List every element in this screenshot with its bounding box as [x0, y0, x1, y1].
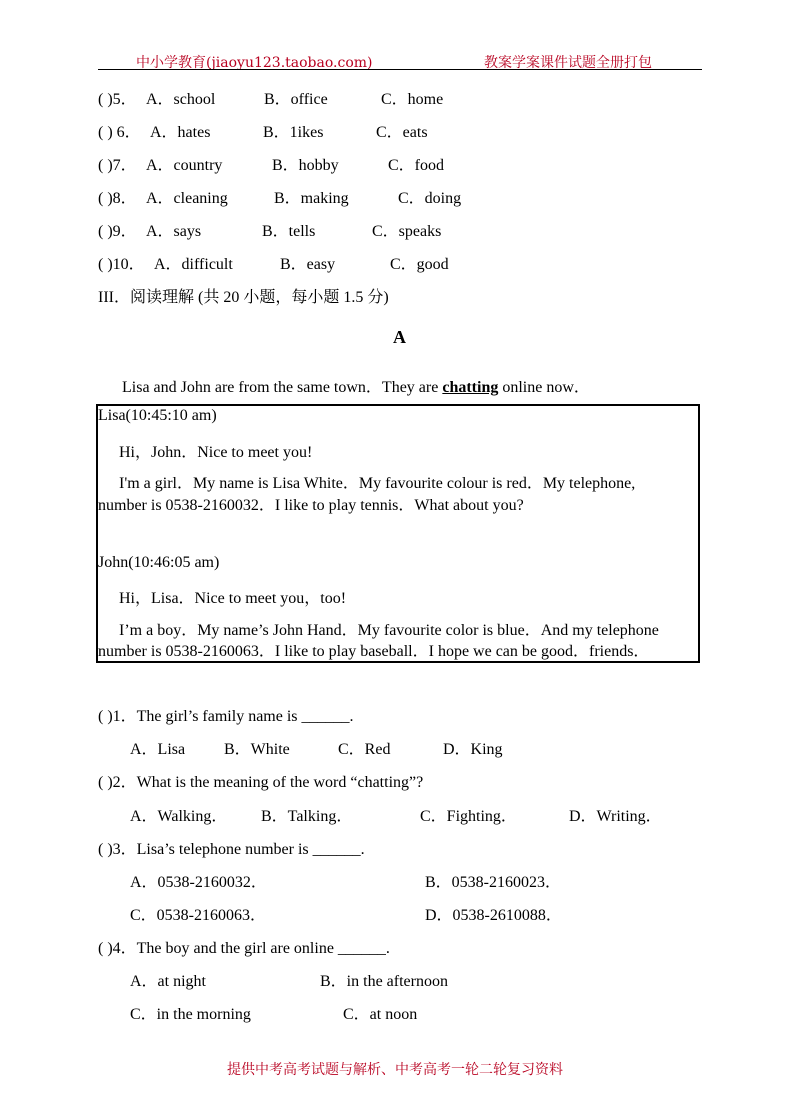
john-line-3: number is 0538-2160063．I like to play baseball．I hope we can be good．friends． [98, 643, 650, 660]
cloze-5-option-b: B．office [264, 91, 328, 108]
intro-after: online now． [498, 379, 590, 396]
footer-text: 提供中考高考试题与解析、中考高考一轮二轮复习资料 [227, 1063, 563, 1078]
cloze-6-option-a: A．hates [150, 124, 211, 141]
cloze-10-option-c: C．good [390, 256, 449, 273]
john-header: John(10:46:05 am) [98, 554, 220, 571]
header-rule [98, 69, 702, 70]
cloze-10-number: ( )10． [98, 256, 145, 273]
question-3-stem: ( )3．Lisa’s telephone number is ______. [98, 841, 365, 858]
cloze-9-number: ( )9． [98, 223, 137, 240]
cloze-5-option-c: C．home [381, 91, 444, 108]
cloze-7-option-a: A．country [146, 157, 223, 174]
header-right-text: 教案学案课件试题全册打包 [484, 56, 652, 71]
question-4-option-d: C．at noon [343, 1006, 418, 1023]
question-1-option-c: C．Red [338, 741, 391, 758]
header-left-text: 中小学教育(jiaoyu123.taobao.com) [136, 55, 373, 71]
cloze-8-option-a: A．cleaning [146, 190, 228, 207]
section-title: III．阅读理解 (共 20 小题，每小题 1.5 分) [98, 289, 389, 306]
john-line-2: I’m a boy．My name’s John Hand．My favourite color is blue．And my telephone [119, 622, 659, 639]
cloze-6-number: ( ) 6． [98, 124, 141, 141]
question-3-option-a: A．0538-2160032． [130, 874, 267, 891]
cloze-7-option-c: C．food [388, 157, 445, 174]
question-2-option-c: C．Fighting． [420, 808, 517, 825]
question-1-option-d: D．King [443, 741, 503, 758]
question-3-option-c: C．0538-2160063． [130, 907, 267, 924]
question-4-option-b: B．in the afternoon [320, 973, 448, 990]
cloze-6-option-c: C．eats [376, 124, 428, 141]
lisa-line-2: I'm a girl．My name is Lisa White．My favourite colour is red．My telephone, [119, 475, 636, 492]
cloze-5-number: ( )5． [98, 91, 137, 108]
cloze-5-option-a: A．school [146, 91, 216, 108]
question-4-option-c: C．in the morning [130, 1006, 251, 1023]
question-3-option-d: D．0538-2610088． [425, 907, 562, 924]
intro-before: Lisa and John are from the same town．They are [122, 379, 443, 396]
passage-label: A [393, 327, 406, 347]
cloze-9-option-a: A．says [146, 223, 202, 240]
passage-intro [122, 374, 590, 397]
cloze-8-number: ( )8． [98, 190, 137, 207]
cloze-10-option-a: A．difficult [154, 256, 233, 273]
question-1-stem: ( )1．The girl’s family name is ______. [98, 708, 354, 725]
john-line-1: Hi，Lisa．Nice to meet you，too! [119, 590, 347, 607]
question-4-option-a: A．at night [130, 973, 206, 990]
lisa-line-3: number is 0538-2160032．I like to play tennis．What about you? [98, 497, 524, 514]
question-2-option-a: A．Walking． [130, 808, 228, 825]
question-1-option-b: B．White [224, 741, 290, 758]
intro-keyword: chatting [442, 379, 499, 396]
cloze-7-option-b: B．hobby [272, 157, 339, 174]
question-2-option-b: B．Talking． [261, 808, 353, 825]
question-2-option-d: D．Writing． [569, 808, 662, 825]
cloze-9-option-c: C．speaks [372, 223, 442, 240]
lisa-line-1: Hi，John．Nice to meet you! [119, 444, 313, 461]
question-4-stem: ( )4．The boy and the girl are online ______. [98, 940, 390, 957]
cloze-8-option-c: C．doing [398, 190, 462, 207]
question-2-stem: ( )2．What is the meaning of the word “chatting”? [98, 774, 424, 791]
cloze-8-option-b: B．making [274, 190, 349, 207]
cloze-10-option-b: B．easy [280, 256, 336, 273]
lisa-header: Lisa(10:45:10 am) [98, 407, 217, 424]
cloze-9-option-b: B．tells [262, 223, 316, 240]
question-1-option-a: A．Lisa [130, 741, 186, 758]
cloze-7-number: ( )7． [98, 157, 137, 174]
cloze-6-option-b: B．1ikes [263, 124, 324, 141]
question-3-option-b: B．0538-2160023． [425, 874, 562, 891]
